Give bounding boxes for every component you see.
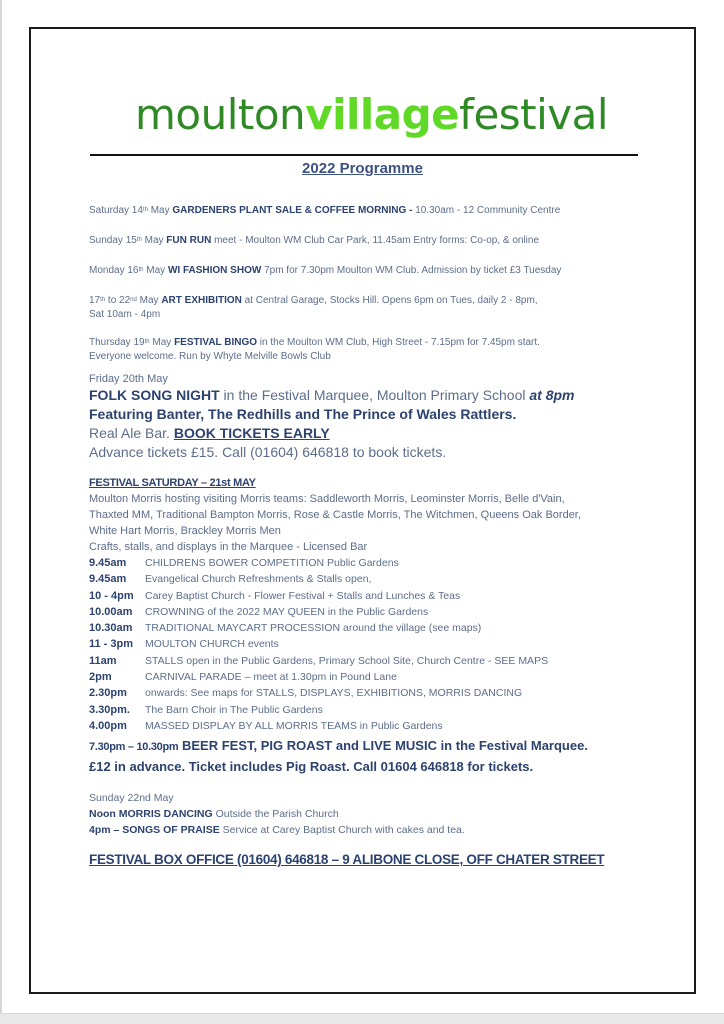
event-date: Sunday 15	[89, 235, 137, 246]
event-date: Saturday 14	[89, 205, 143, 216]
folk-night-bar	[89, 424, 649, 443]
folk-night-featuring	[89, 405, 649, 424]
sunday-item	[89, 822, 649, 838]
date-suffix: nd	[130, 297, 137, 303]
schedule-desc: Carey Baptist Church - Flower Festival + Stalls and Lunches & Teas	[145, 589, 461, 602]
morris-line: Moulton Morris hosting visiting Morris teams: Saddleworth Morris, Leominster Morris, Belle d'Vain,	[89, 493, 565, 505]
schedule-desc: CARNIVAL PARADE – meet at 1.30pm in Pound Lane	[145, 671, 397, 684]
featuring-text: Featuring Banter, The Redhills and The Prince of Wales Rattlers.	[89, 406, 517, 422]
folk-night-name: FOLK SONG NIGHT	[89, 387, 220, 403]
schedule-time: 2pm	[89, 671, 112, 684]
event-month: May	[136, 295, 162, 306]
schedule-desc: MASSED DISPLAY BY ALL MORRIS TEAMS in Public Gardens	[145, 719, 443, 732]
schedule-desc: STALLS open in the Public Gardens, Primary School Site, Church Centre - SEE MAPS	[145, 654, 549, 667]
friday-section	[89, 372, 649, 462]
saturday-heading: FESTIVAL SATURDAY – 21st MAY	[89, 477, 256, 489]
bar-text: Real Ale Bar.	[89, 425, 174, 441]
sunday-section	[89, 790, 649, 838]
event-gardeners	[89, 204, 649, 218]
schedule-time: 11am	[89, 654, 117, 667]
festival-logo	[135, 90, 609, 140]
programme-page	[29, 27, 696, 994]
event-wi-fashion	[89, 264, 649, 278]
logo-festival: festival	[459, 90, 609, 139]
date-suffix: th	[100, 297, 106, 303]
schedule-row	[89, 702, 649, 718]
event-name: ART EXHIBITION	[161, 295, 242, 306]
schedule-desc: CHILDRENS BOWER COMPETITION Public Gardens	[145, 557, 399, 569]
schedule-row	[89, 669, 649, 685]
schedule-desc: TRADITIONAL MAYCART PROCESSION around the village (see maps)	[145, 622, 482, 635]
date-suffix: th	[138, 267, 144, 273]
event-detail: in the Moulton WM Club, High Street - 7.15pm for 7.45pm start.	[257, 337, 540, 348]
event-date: 17	[89, 295, 101, 306]
date-suffix: th	[142, 207, 148, 213]
book-tickets-link[interactable]: BOOK TICKETS EARLY	[173, 425, 330, 441]
event-detail-2: Sat 10am - 4pm	[89, 309, 161, 320]
schedule-desc: The Barn Choir in The Public Gardens	[145, 703, 323, 716]
schedule-row	[89, 636, 649, 652]
event-name: FESTIVAL BINGO	[174, 337, 258, 348]
beer-fest-price: £12 in advance. Ticket includes Pig Roast. Call 01604 646818 for tickets.	[89, 759, 534, 775]
event-bingo	[89, 336, 649, 364]
event-detail-2: Everyone welcome. Run by Whyte Melville Bowls Club	[89, 351, 331, 362]
date-suffix: th	[136, 237, 142, 243]
header-rule	[90, 154, 638, 156]
morris-line: Crafts, stalls, and displays in the Marquee - Licensed Bar	[89, 541, 368, 553]
schedule-time: 11 - 3pm	[89, 638, 134, 651]
schedule-desc: CROWNING of the 2022 MAY QUEEN in the Public Gardens	[145, 605, 429, 618]
scan-edge	[0, 0, 2, 1023]
folk-night-venue: in the Festival Marquee, Moulton Primary School	[219, 387, 530, 403]
sunday-item-text: Outside the Parish Church	[212, 808, 339, 821]
schedule-time: 9.45am	[89, 573, 127, 586]
schedule-desc: Evangelical Church Refreshments & Stalls open,	[145, 573, 372, 586]
schedule-desc: onwards: See maps for STALLS, DISPLAYS, EXHIBITIONS, MORRIS DANCING	[145, 687, 523, 700]
schedule-row	[89, 718, 649, 734]
schedule-row	[89, 604, 649, 620]
schedule-row	[89, 653, 649, 669]
event-name: FUN RUN	[166, 235, 212, 246]
sunday-item-title: Noon MORRIS DANCING	[89, 808, 213, 821]
schedule-time: 10.30am	[89, 622, 133, 635]
schedule-row	[89, 588, 649, 604]
event-art-exhibition	[89, 294, 649, 322]
folk-night-time: at 8pm	[529, 387, 575, 403]
event-date: Monday 16	[89, 265, 139, 276]
event-detail: 7pm for 7.30pm Moulton WM Club. Admission by ticket £3 Tuesday	[261, 265, 562, 276]
logo-village: village	[305, 90, 460, 139]
schedule-time: 10.00am	[89, 605, 133, 618]
schedule-row	[89, 685, 649, 701]
event-month: May	[141, 235, 167, 246]
event-detail: 10.30am - 12 Community Centre	[412, 205, 561, 216]
event-month: May	[143, 265, 168, 276]
folk-night-advance: Advance tickets £15. Call (01604) 646818 to book tickets.	[89, 444, 447, 460]
morris-line: White Hart Morris, Brackley Morris Men	[89, 525, 281, 537]
sunday-item-text: Service at Carey Baptist Church with cakes and tea.	[219, 824, 465, 837]
event-date-to: to 22	[105, 295, 131, 306]
event-name: GARDENERS PLANT SALE & COFFEE MORNING -	[172, 205, 413, 216]
friday-date: Friday 20th May	[89, 373, 168, 385]
sunday-item	[89, 806, 649, 822]
logo-moulton: moulton	[135, 90, 306, 139]
event-detail: at Central Garage, Stocks Hill. Opens 6pm on Tues, daily 2 - 8pm,	[241, 295, 538, 306]
schedule-desc: MOULTON CHURCH events	[145, 638, 279, 651]
sunday-date: Sunday 22nd May	[89, 792, 174, 805]
sunday-item-title: 4pm – SONGS OF PRAISE	[89, 824, 220, 837]
event-name: WI FASHION SHOW	[167, 265, 262, 276]
box-office-link[interactable]: FESTIVAL BOX OFFICE (01604) 646818 – 9 ALIBONE CLOSE, OFF CHATER STREET	[89, 852, 605, 868]
date-suffix: th	[144, 339, 150, 345]
beer-fest-text: BEER FEST, PIG ROAST and LIVE MUSIC in the Festival Marquee.	[178, 738, 588, 754]
schedule-row	[89, 620, 649, 636]
event-date: Thursday 19	[89, 337, 145, 348]
schedule-time: 2.30pm	[89, 687, 127, 700]
page-title: 2022 Programme	[302, 160, 423, 177]
schedule-row	[89, 571, 649, 587]
schedule-time: 9.45am	[89, 557, 127, 569]
event-detail: meet - Moulton WM Club Car Park, 11.45am Entry forms: Co-op, & online	[211, 235, 540, 246]
folk-night-line	[89, 386, 649, 405]
event-month: May	[149, 337, 175, 348]
bottom-strip	[0, 1013, 724, 1024]
beer-fest-time: 7.30pm – 10.30pm	[89, 741, 179, 754]
schedule-time: 10 - 4pm	[89, 589, 134, 602]
schedule-time: 3.30pm.	[89, 703, 130, 716]
morris-teams	[89, 491, 649, 555]
schedule-time: 4.00pm	[89, 719, 127, 732]
beer-fest-line	[89, 736, 649, 757]
schedule-row	[89, 555, 649, 571]
event-fun-run	[89, 234, 649, 248]
event-month: May	[147, 205, 173, 216]
saturday-schedule	[89, 555, 649, 734]
programme-content	[89, 204, 649, 867]
morris-line: Thaxted MM, Traditional Bampton Morris, Rose & Castle Morris, The Witchmen, Queens Oak Border,	[89, 509, 581, 521]
